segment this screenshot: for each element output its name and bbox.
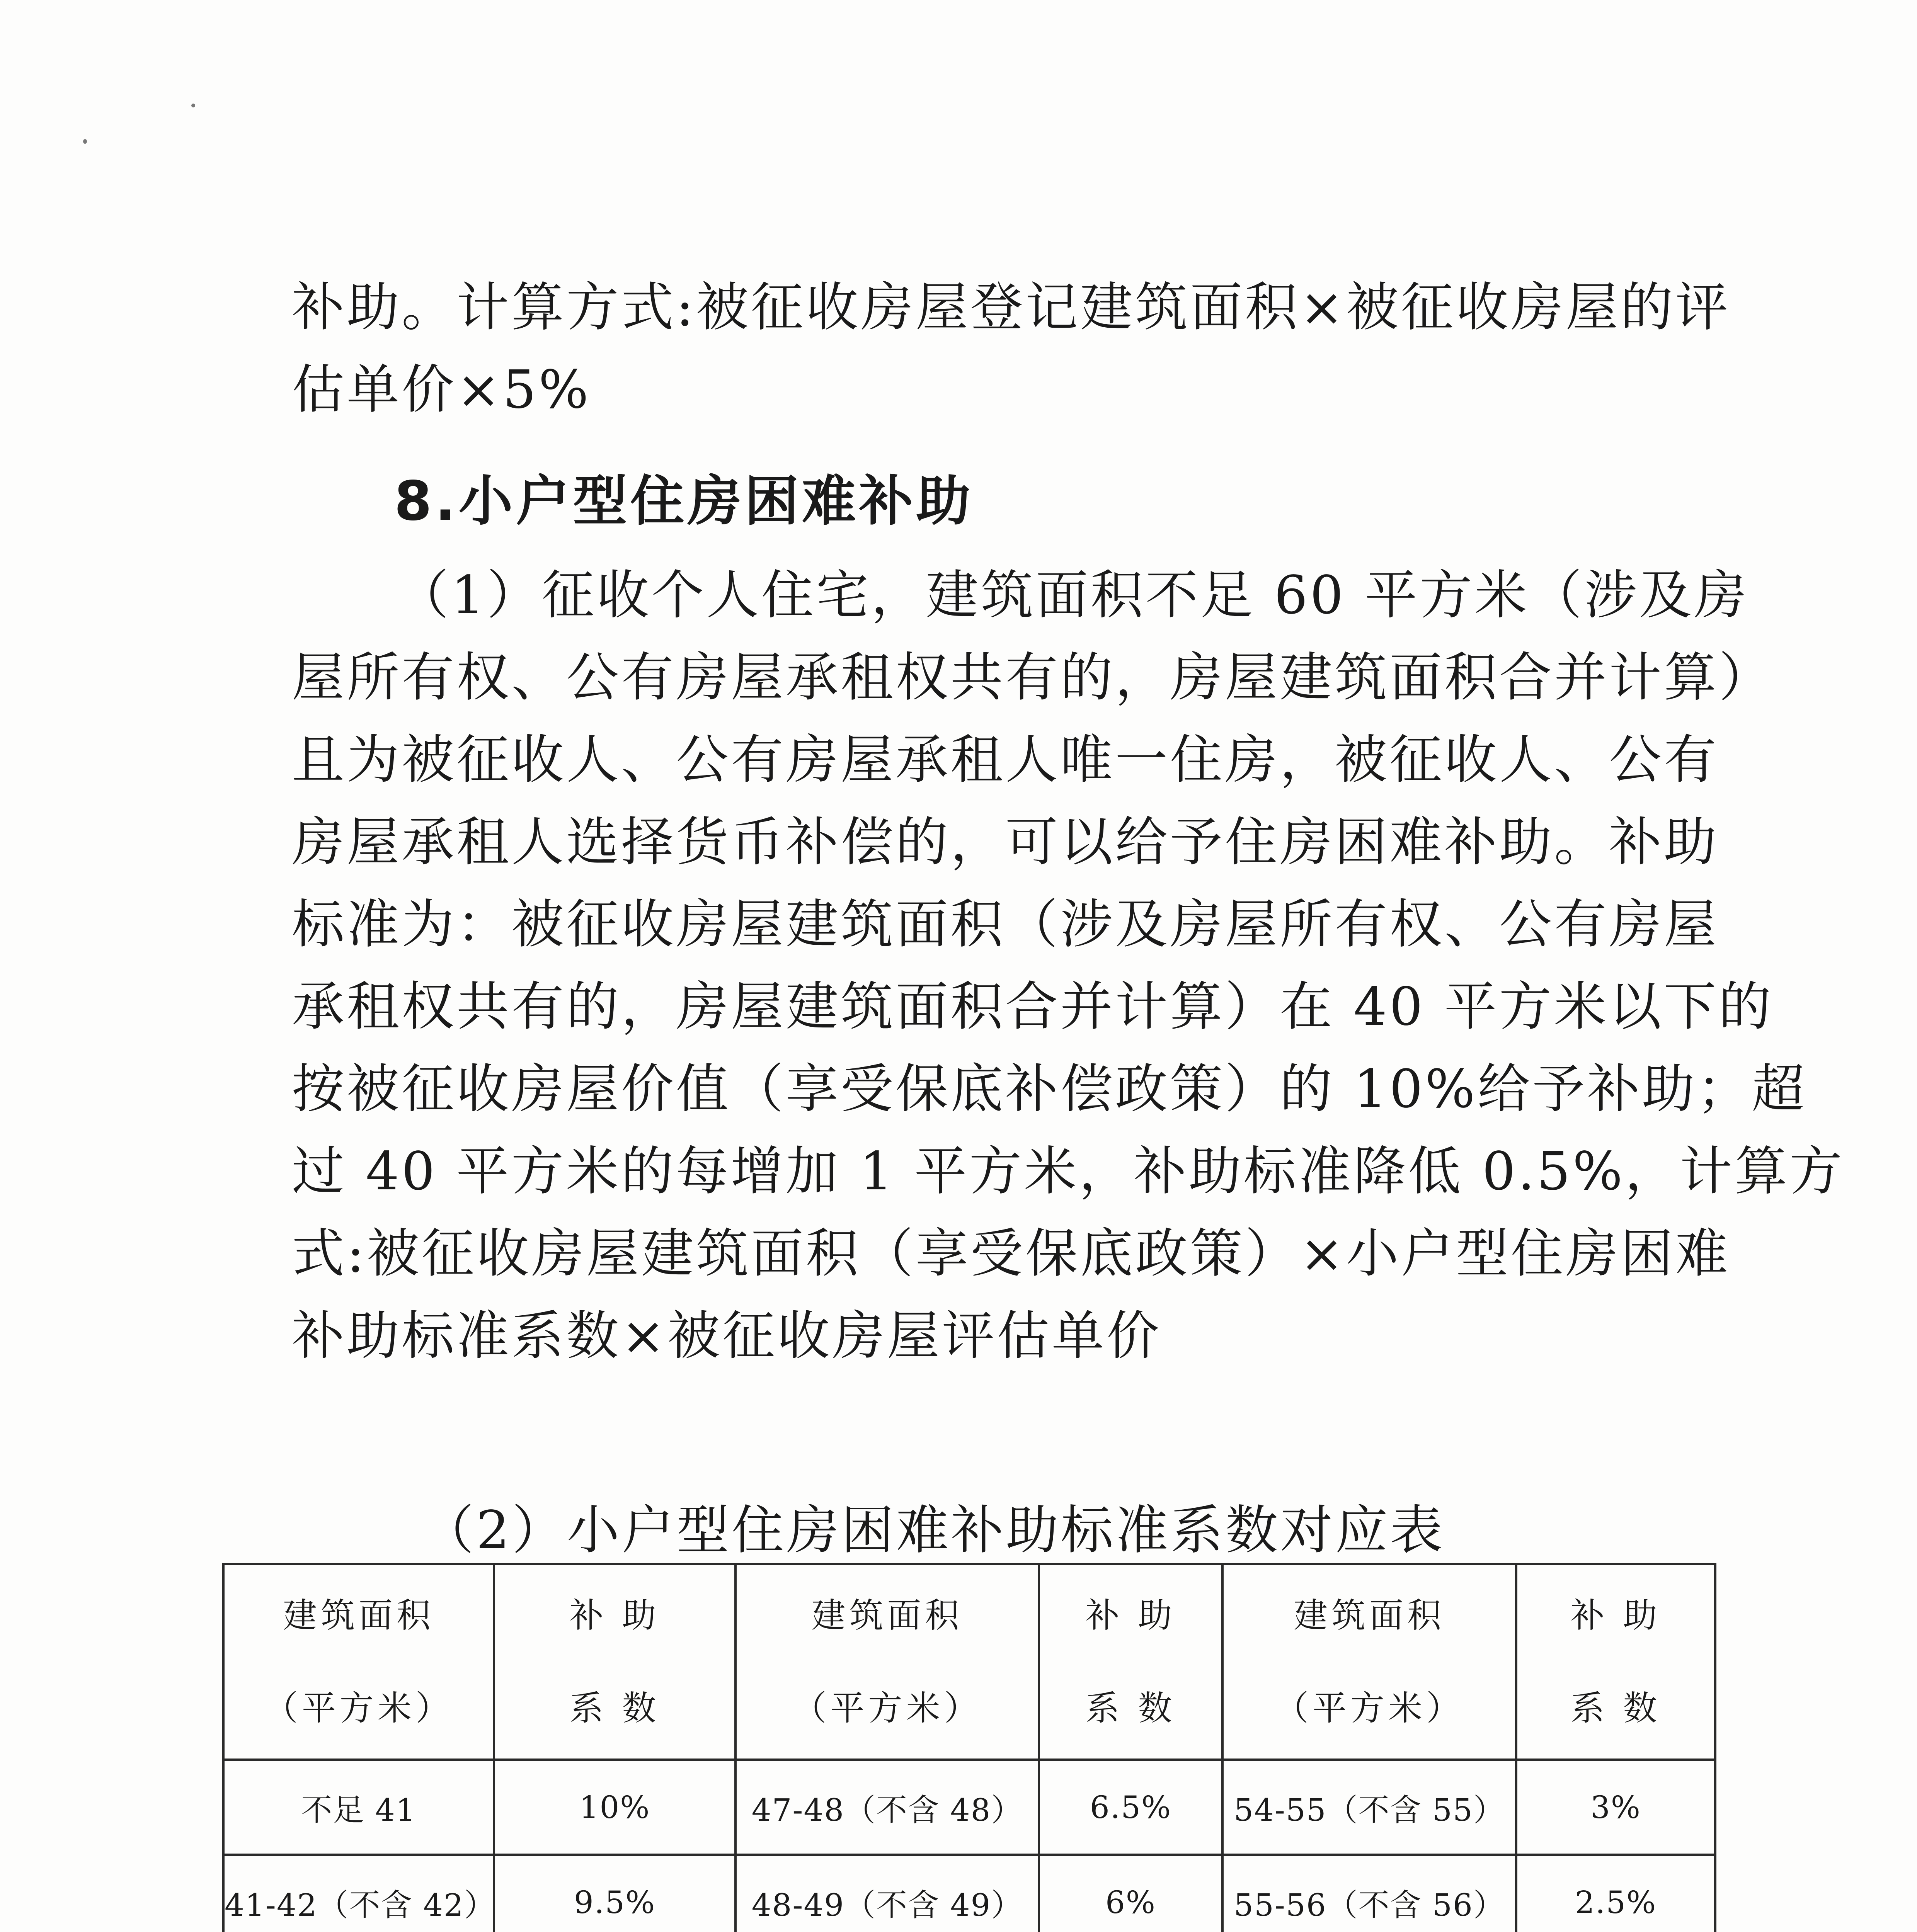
- header-line: 系 数: [1570, 1688, 1661, 1728]
- header-line: 补 助: [1085, 1595, 1176, 1635]
- table-header-row: [223, 1564, 1715, 1760]
- table-row: [223, 1760, 1715, 1855]
- header-line: 建筑面积: [1293, 1595, 1445, 1635]
- paragraph-line: （1）征收个人住宅，建筑面积不足 60 平方米（涉及房: [396, 565, 1749, 626]
- table-row: [223, 1855, 1715, 1932]
- header-line: （平方米）: [264, 1688, 453, 1728]
- header-coefficient: [1039, 1564, 1222, 1760]
- paragraph-line: 过 40 平方米的每增加 1 平方米，补助标准降低 0.5%，计算方: [292, 1141, 1845, 1202]
- header-coefficient: [1516, 1564, 1715, 1760]
- header-line: 建筑面积: [811, 1595, 963, 1635]
- scan-speck: [191, 104, 195, 107]
- table-cell: 55-56（不含 56）: [1222, 1855, 1516, 1932]
- table-cell: 3%: [1516, 1760, 1715, 1855]
- table-cell: 48-49（不含 49）: [735, 1855, 1039, 1932]
- header-line: （平方米）: [1274, 1688, 1464, 1728]
- header-line: （平方米）: [792, 1688, 982, 1728]
- paragraph-line: 房屋承租人选择货币补偿的，可以给予住房困难补助。补助: [292, 812, 1719, 873]
- header-area: [223, 1564, 494, 1760]
- header-area: [735, 1564, 1039, 1760]
- scan-speck: [83, 139, 87, 144]
- table-cell: 54-55（不含 55）: [1222, 1760, 1516, 1855]
- header-coefficient: [494, 1564, 735, 1760]
- header-line: 系 数: [569, 1688, 660, 1728]
- paragraph-line: 估单价×5%: [292, 359, 591, 420]
- table-cell: 6%: [1039, 1855, 1222, 1932]
- subsidy-coefficient-table: [222, 1563, 1716, 1932]
- table-cell: 9.5%: [494, 1855, 735, 1932]
- table-caption: （2）小户型住房困难补助标准系数对应表: [421, 1500, 1445, 1561]
- main-paragraph: [292, 554, 1845, 1378]
- intro-paragraph: [292, 267, 1730, 431]
- paragraph-line: 补助标准系数×被征收房屋评估单价: [292, 1306, 1161, 1367]
- paragraph-line: 补助。计算方式:被征收房屋登记建筑面积×被征收房屋的评: [292, 277, 1730, 338]
- paragraph-line: 且为被征收人、公有房屋承租人唯一住房，被征收人、公有: [292, 730, 1719, 791]
- header-line: 建筑面积: [283, 1595, 434, 1635]
- paragraph-line: 承租权共有的，房屋建筑面积合并计算）在 40 平方米以下的: [292, 976, 1774, 1037]
- paragraph-line: 按被征收房屋价值（享受保底补偿政策）的 10%给予补助；超: [292, 1059, 1807, 1120]
- header-area: [1222, 1564, 1516, 1760]
- paragraph-line: 屋所有权、公有房屋承租权共有的，房屋建筑面积合并计算）: [292, 647, 1774, 708]
- table-cell: 41-42（不含 42）: [223, 1855, 494, 1932]
- section-heading: 8.小户型住房困难补助: [394, 470, 974, 533]
- paragraph-line: 式:被征收房屋建筑面积（享受保底政策）×小户型住房困难: [292, 1223, 1730, 1284]
- table-cell: 不足 41: [223, 1760, 494, 1855]
- table-cell: 47-48（不含 48）: [735, 1760, 1039, 1855]
- header-line: 系 数: [1085, 1688, 1176, 1728]
- table-cell: 2.5%: [1516, 1855, 1715, 1932]
- table-cell: 6.5%: [1039, 1760, 1222, 1855]
- header-line: 补 助: [569, 1595, 660, 1635]
- table-cell: 10%: [494, 1760, 735, 1855]
- paragraph-line: 标准为：被征收房屋建筑面积（涉及房屋所有权、公有房屋: [292, 894, 1719, 955]
- header-line: 补 助: [1570, 1595, 1661, 1635]
